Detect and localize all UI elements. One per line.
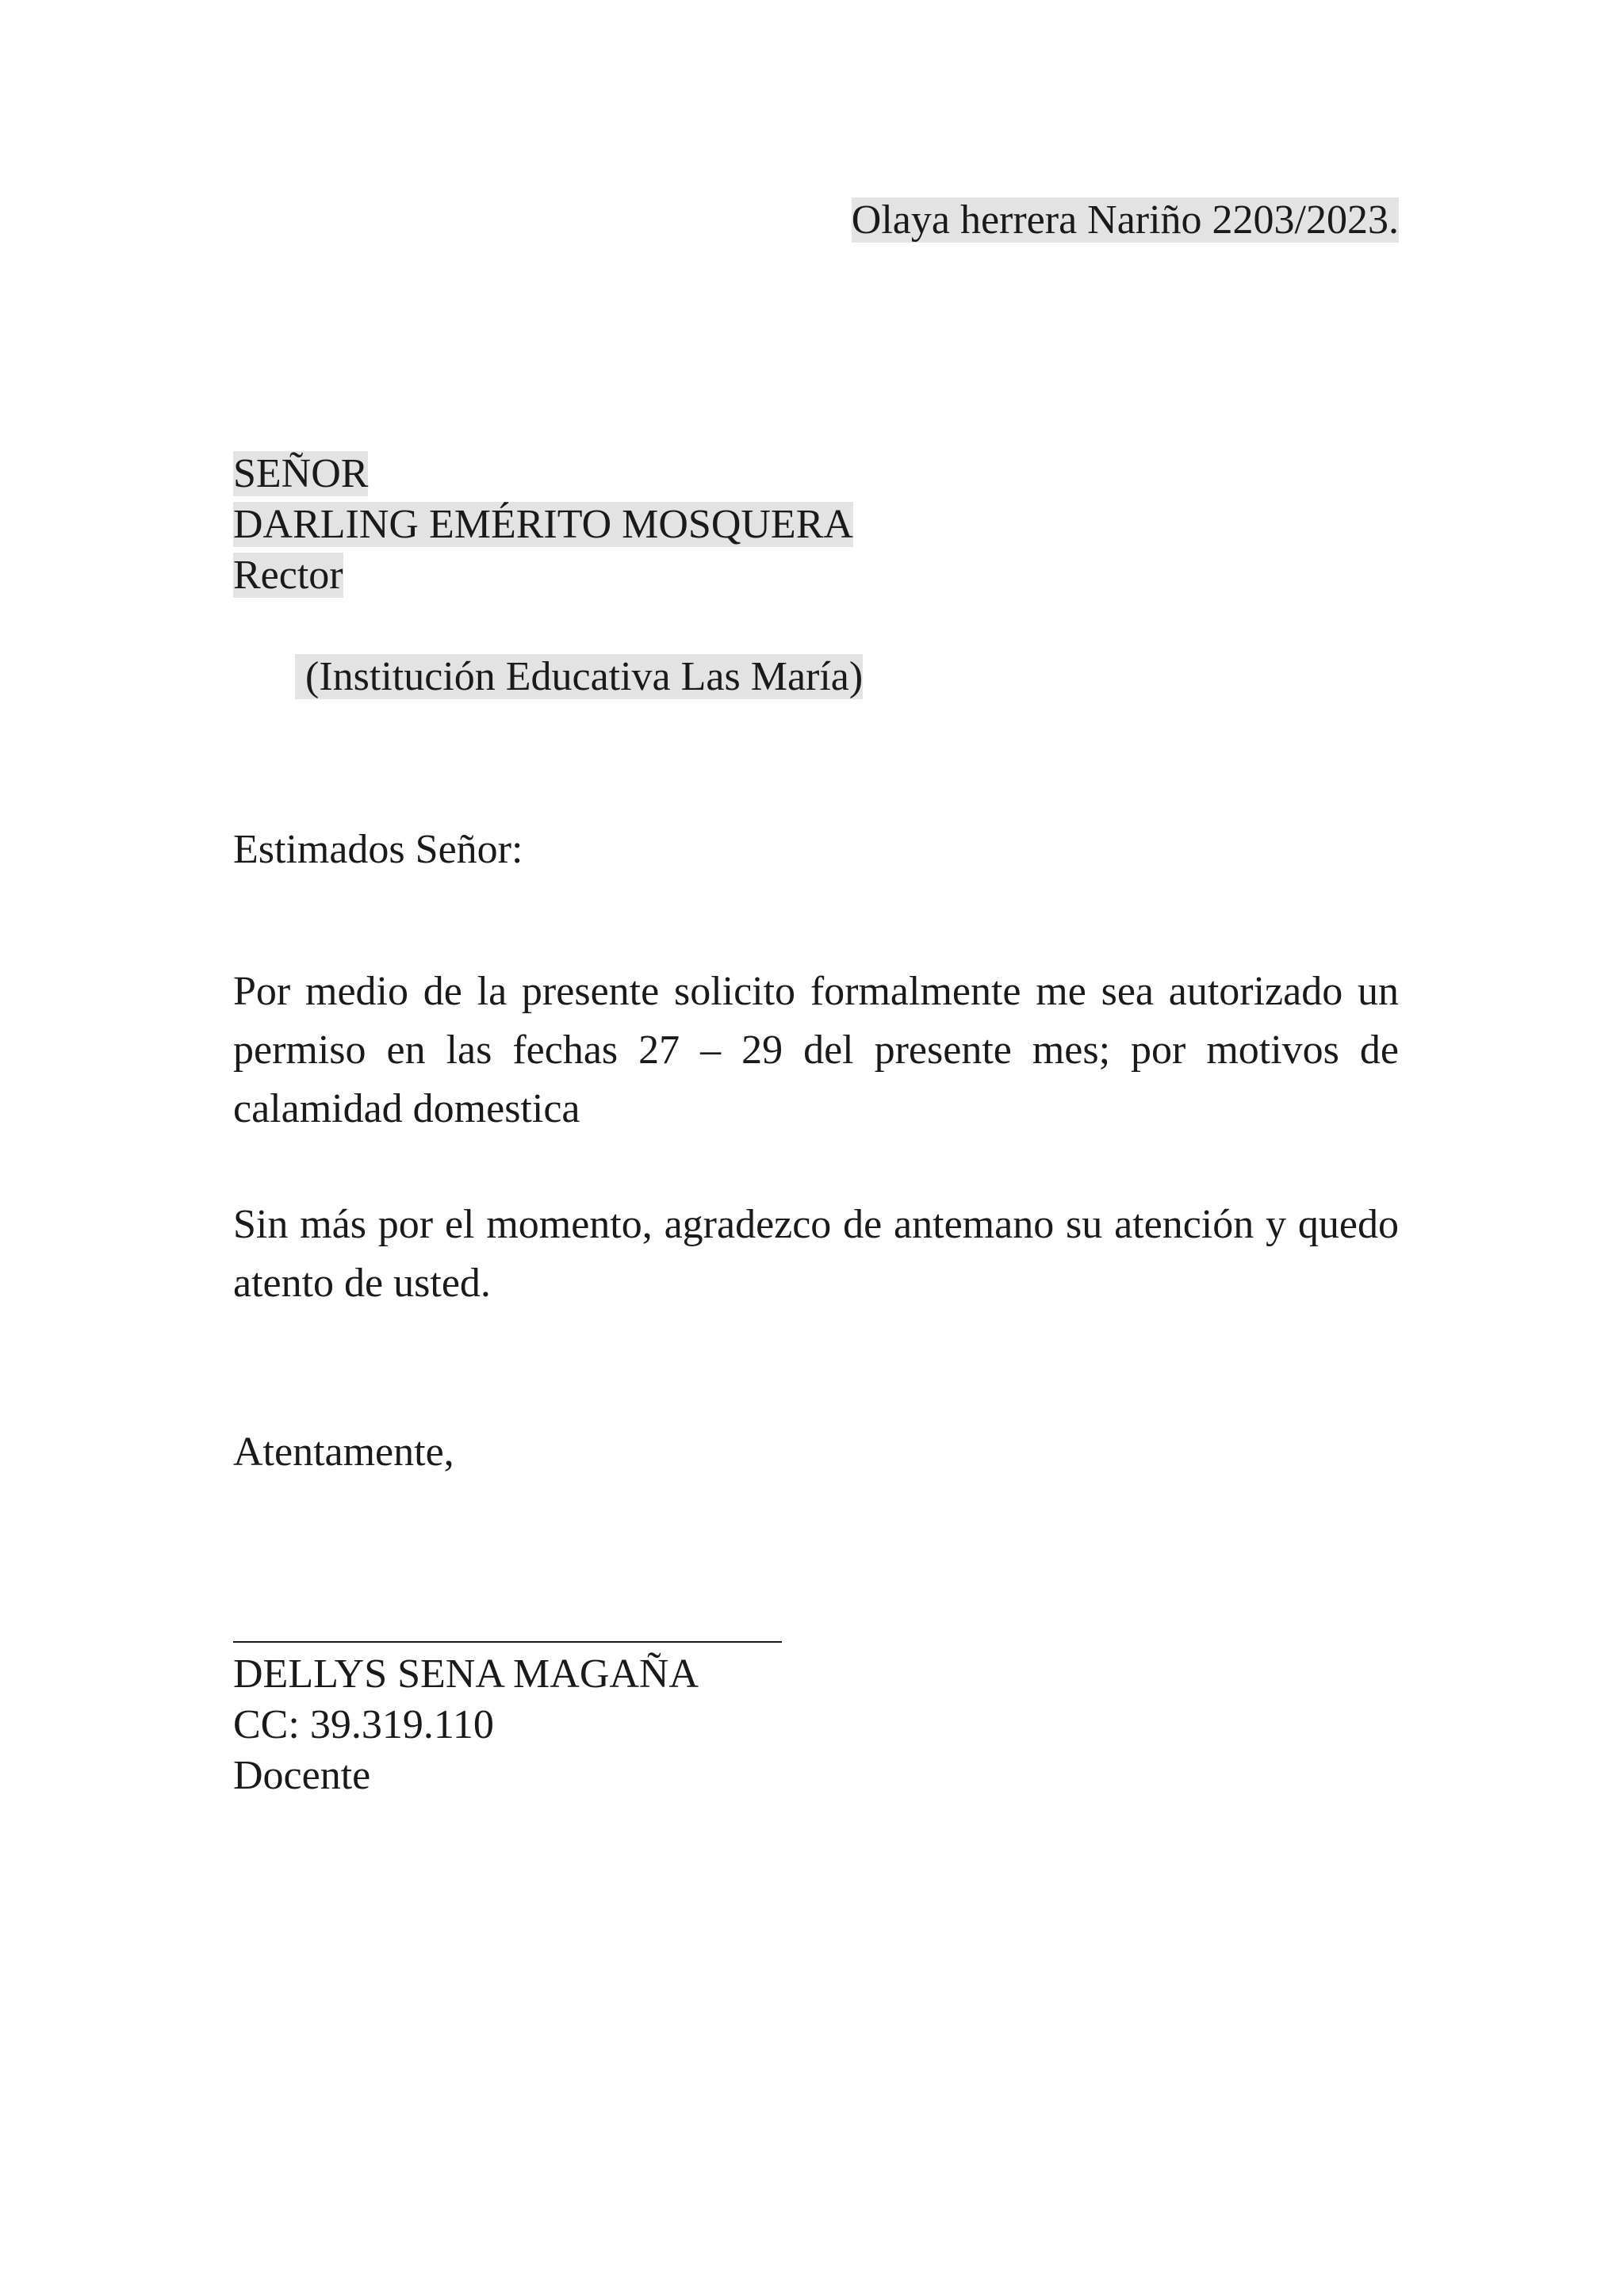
recipient-institution: (Institución Educativa Las María) <box>295 654 864 699</box>
recipient-name: DARLING EMÉRITO MOSQUERA <box>233 502 853 547</box>
body-paragraph-2: Sin más por el momento, agradezco de antemano su atención y quedo atento de usted. <box>233 1202 1399 1306</box>
recipient-block <box>233 449 863 753</box>
date-text: Olaya herrera Nariño 2203/2023. <box>851 197 1399 243</box>
signer-id: CC: 39.319.110 <box>233 1702 494 1747</box>
date-line <box>852 195 1399 246</box>
signer-block <box>233 1649 699 1801</box>
recipient-title: SEÑOR <box>233 451 369 496</box>
signer-role: Docente <box>233 1753 371 1798</box>
signer-name: DELLYS SENA MAGAÑA <box>233 1651 699 1697</box>
recipient-position: Rector <box>233 553 343 598</box>
recipient-title-line <box>233 449 863 499</box>
recipient-institution-line <box>233 601 863 753</box>
greeting: Estimados Señor: <box>233 827 523 872</box>
signature-line <box>233 1641 782 1643</box>
recipient-position-line <box>233 550 863 601</box>
closing: Atentamente, <box>233 1429 454 1475</box>
body-paragraph-1: Por medio de la presente solicito formalmente me sea autorizado un permiso en las fechas 27 – 29 del presente mes; por motivos de calamidad domestica <box>233 969 1399 1131</box>
recipient-name-line <box>233 499 863 550</box>
